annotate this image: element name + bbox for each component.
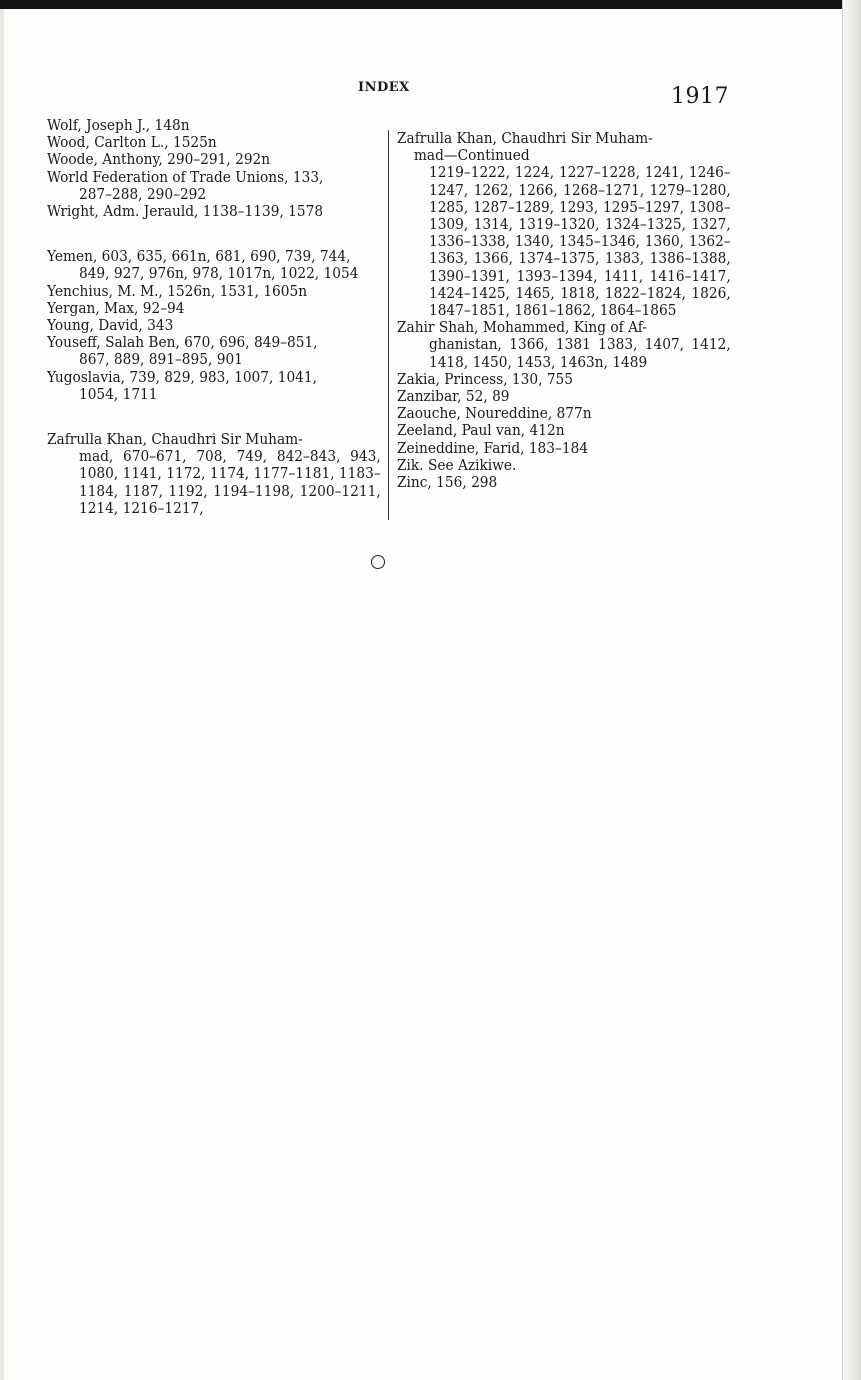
entry-continuation: 849, 927, 976n, 978, 1017n, 1022, 1054 <box>78 265 359 283</box>
entry-continuation: 867, 889, 891–895, 901 <box>78 351 243 369</box>
entry-heading: Zaouche, Noureddine, 877n <box>397 405 592 423</box>
entry-continuation: mad, 670–671, 708, 749, 842–843, 943, 1080, 1141, 1172, 1174, 1177–1181, 1183–1184, 1187, 1192, 1194–1198, 1200–1211, 1214, 1216–1217, <box>78 448 381 517</box>
index-group-z <box>47 431 381 517</box>
index-entry <box>47 117 381 134</box>
entry-heading: Zeeland, Paul van, 412n <box>397 422 565 440</box>
right-column <box>397 130 731 491</box>
entry-heading: Wright, Adm. Jerauld, 1138–1139, 1578 <box>47 203 324 221</box>
index-entry-continued <box>397 130 731 319</box>
index-entry <box>397 405 731 422</box>
entry-heading: Yergan, Max, 92–94 <box>47 299 185 317</box>
index-group-w <box>47 117 381 220</box>
group-spacer <box>47 403 381 431</box>
group-spacer <box>47 220 381 248</box>
index-entry <box>47 431 381 517</box>
index-entry <box>47 134 381 151</box>
entry-heading: Wolf, Joseph J., 148n <box>47 117 190 134</box>
index-entry <box>397 440 731 457</box>
entry-continuation: 287–288, 290–292 <box>78 185 207 203</box>
index-entry <box>397 319 731 371</box>
index-entry <box>47 300 381 317</box>
end-circle-mark <box>371 555 385 569</box>
index-entry <box>47 248 381 282</box>
entry-heading: Young, David, 343 <box>47 317 174 335</box>
entry-heading: Yemen, 603, 635, 661n, 681, 690, 739, 744, <box>47 248 351 266</box>
entry-page-refs: 1219–1222, 1224, 1227–1228, 1241, 1246–1247, 1262, 1266, 1268–1271, 1279–1280, 1285, 1287–1289, 1293, 1295–1297, 1308–1309, 1314, 1319–1320, 1324–1325, 1327, 1336–1338, 1340, 1345–1346, 1360, 1362–1363, 1366, 1374–1375, 1383, 1386–1388, 1390–1391, 1393–1394, 1411, 1416–1417, 1424–1425, 1465, 1818, 1822–1824, 1826, 1847–1851, 1861–1862, 1864–1865 <box>428 164 731 320</box>
index-entry <box>47 334 381 368</box>
entry-heading: Zafrulla Khan, Chaudhri Sir Muham- <box>397 130 653 147</box>
page-right-edge <box>843 0 861 1380</box>
index-entry <box>397 371 731 388</box>
entry-heading: Woode, Anthony, 290–291, 292n <box>47 151 271 169</box>
index-entry <box>397 474 731 491</box>
entry-heading: Zanzibar, 52, 89 <box>397 388 510 406</box>
index-entry <box>47 369 381 403</box>
index-entry <box>397 457 731 474</box>
index-entry <box>397 422 731 439</box>
page-top-edge <box>0 0 861 9</box>
entry-heading: Zafrulla Khan, Chaudhri Sir Muham- <box>47 431 303 449</box>
index-entry <box>47 169 381 203</box>
left-column <box>47 117 381 517</box>
index-entry <box>47 317 381 334</box>
page-left-edge <box>0 0 4 1380</box>
entry-heading: World Federation of Trade Unions, 133, <box>47 168 324 186</box>
index-entry <box>47 203 381 220</box>
entry-continuation: 1054, 1711 <box>78 385 158 403</box>
running-head: INDEX <box>358 80 410 95</box>
page-number: 1917 <box>671 84 729 109</box>
column-divider <box>388 130 389 520</box>
entry-heading: Zakia, Princess, 130, 755 <box>397 370 574 388</box>
entry-heading: Zahir Shah, Mohammed, King of Af- <box>397 319 647 337</box>
index-entry <box>397 388 731 405</box>
entry-heading: Youseff, Salah Ben, 670, 696, 849–851, <box>47 334 318 352</box>
entry-heading: Yenchius, M. M., 1526n, 1531, 1605n <box>47 282 308 300</box>
index-entry <box>47 151 381 168</box>
index-group-z-right <box>397 319 731 491</box>
entry-heading: Zik. See Azikiwe. <box>397 456 517 474</box>
entry-heading: Yugoslavia, 739, 829, 983, 1007, 1041, <box>47 368 318 386</box>
entry-subheading: mad—Continued <box>413 147 530 165</box>
entry-heading: Zinc, 156, 298 <box>397 474 498 492</box>
entry-continuation: ghanistan, 1366, 1381 1383, 1407, 1412, 1418, 1450, 1453, 1463n, 1489 <box>428 336 731 371</box>
index-entry <box>47 283 381 300</box>
entry-heading: Wood, Carlton L., 1525n <box>47 134 217 152</box>
entry-heading: Zeineddine, Farid, 183–184 <box>397 439 589 457</box>
index-group-y <box>47 248 381 403</box>
